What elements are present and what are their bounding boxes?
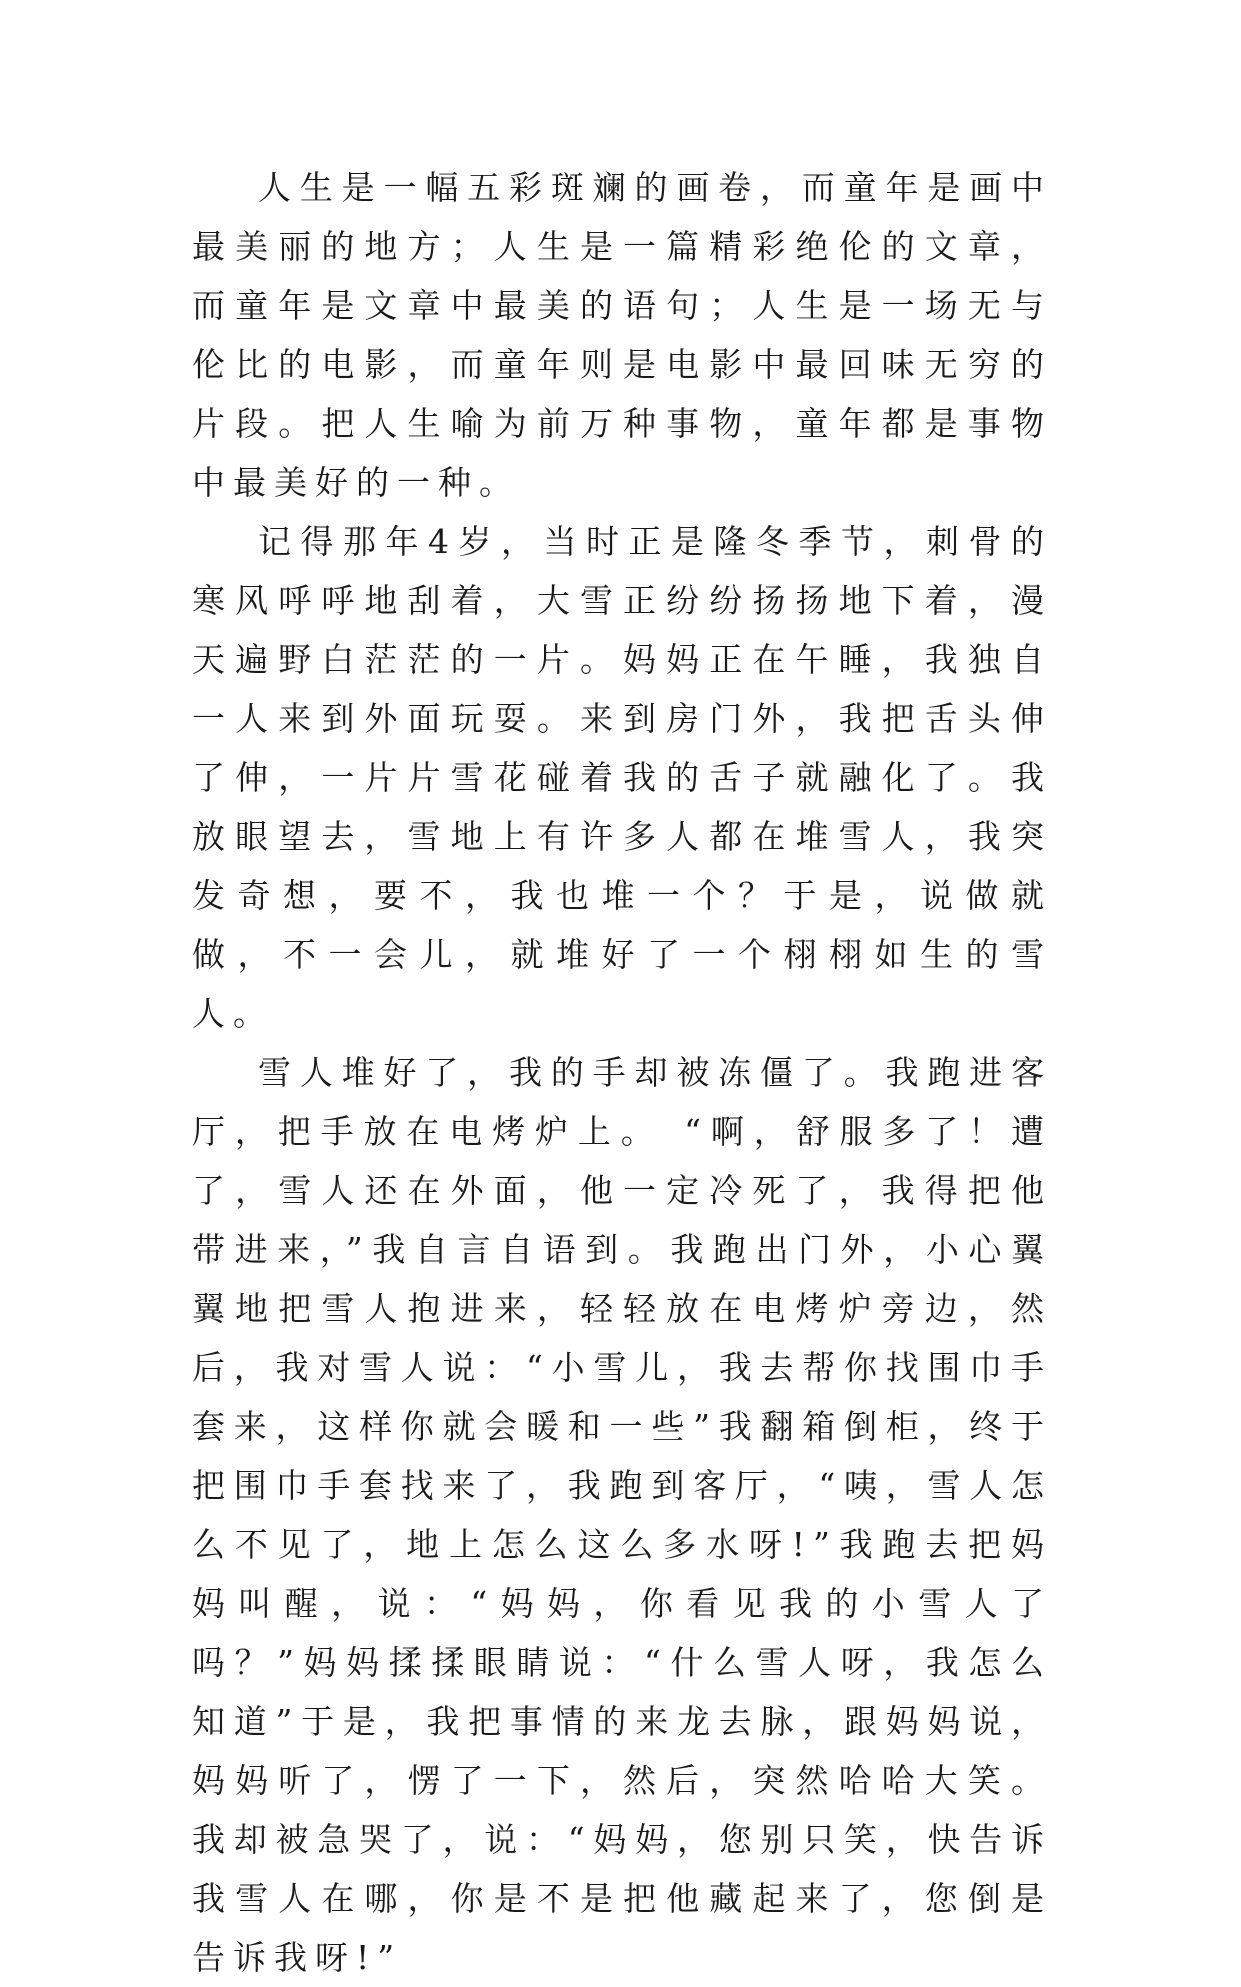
paragraph-1: 人生是一幅五彩斑斓的画卷，而童年是画中最美丽的地方；人生是一篇精彩绝伦的文章，而童年是文章中最美的语句；人生是一场无与伦比的电影，而童年则是电影中最回味无穷的片段。把人生喻为前万种事物，童年都是事物中最美好的一种。 (192, 168, 1052, 502)
paragraph-3: 雪人堆好了，我的手却被冻僵了。我跑进客厅，把手放在电烤炉上。 “啊，舒服多了！遭了，雪人还在外面，他一定冷死了，我得把他带进来，”我自言自语到。我跑出门外，小心翼翼地把雪人抱进来，轻轻放在电烤炉旁边，然后，我对雪人说：“小雪儿，我去帮你找围巾手套来，这样你就会暖和一些”我翻箱倒柜，终于把围巾手套找来了，我跑到客厅，“咦，雪人怎么不见了，地上怎么这么多水呀!”我跑去把妈妈叫醒，说：“妈妈，你看见我的小雪人了吗？”妈妈揉揉眼睛说：“什么雪人呀，我怎么知道”于是，我把事情的来龙去脉，跟妈妈说，妈妈听了，愣了一下，然后，突然哈哈大笑。我却被急哭了，说：“妈妈，您别只笑，快告诉我雪人在哪，你是不是把他藏起来了，您倒是告诉我呀!” (192, 1053, 1052, 1977)
document-body (192, 158, 1052, 1987)
paragraph-2: 记得那年4岁，当时正是隆冬季节，刺骨的寒风呼呼地刮着，大雪正纷纷扬扬地下着，漫天遍野白茫茫的一片。妈妈正在午睡，我独自一人来到外面玩耍。来到房门外，我把舌头伸了伸，一片片雪花碰着我的舌子就融化了。我放眼望去，雪地上有许多人都在堆雪人，我突发奇想，要不，我也堆一个？于是，说做就做，不一会儿，就堆好了一个栩栩如生的雪人。 (192, 522, 1052, 1033)
